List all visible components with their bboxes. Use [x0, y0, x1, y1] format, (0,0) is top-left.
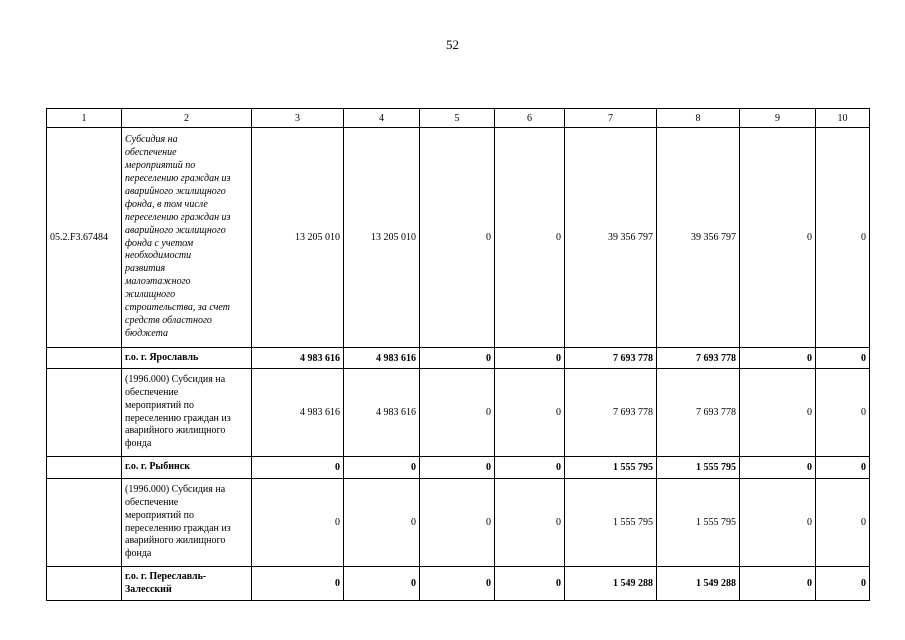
budget-code-cell	[47, 369, 122, 457]
column-header: 9	[740, 109, 816, 128]
table-row	[47, 348, 870, 369]
table-row	[47, 369, 870, 457]
table-row	[47, 567, 870, 601]
value-cell: 0	[420, 479, 495, 567]
value-cell: 0	[420, 567, 495, 601]
value-cell: 0	[816, 479, 870, 567]
value-cell: 0	[816, 457, 870, 479]
value-cell: 0	[252, 479, 344, 567]
value-cell: 0	[740, 457, 816, 479]
value-cell: 0	[495, 479, 565, 567]
column-header: 2	[122, 109, 252, 128]
value-cell: 0	[740, 567, 816, 601]
value-cell: 0	[420, 369, 495, 457]
value-cell: 39 356 797	[565, 128, 657, 348]
column-header: 6	[495, 109, 565, 128]
value-cell: 1 555 795	[657, 457, 740, 479]
value-cell: 0	[495, 369, 565, 457]
value-cell: 0	[252, 457, 344, 479]
budget-table	[46, 108, 870, 601]
value-cell: 4 983 616	[252, 369, 344, 457]
item-name-cell: г.о. г. Переславль-Залесский	[122, 567, 252, 601]
value-cell: 0	[495, 348, 565, 369]
value-cell: 13 205 010	[252, 128, 344, 348]
budget-code-cell	[47, 479, 122, 567]
table-row	[47, 457, 870, 479]
value-cell: 0	[816, 348, 870, 369]
item-name-cell: Субсидия на обеспечение мероприятий по переселению граждан из аварийного жилищного фонда, в том числе переселению граждан из аварийного жилищного фонда с учетом необходимости развития малоэтажного жилищного строительства, за счет средств областного бюджета	[122, 128, 252, 348]
value-cell: 0	[816, 369, 870, 457]
value-cell: 0	[740, 479, 816, 567]
value-cell: 0	[740, 128, 816, 348]
value-cell: 39 356 797	[657, 128, 740, 348]
value-cell: 4 983 616	[344, 369, 420, 457]
column-header: 1	[47, 109, 122, 128]
value-cell: 0	[495, 457, 565, 479]
column-header: 4	[344, 109, 420, 128]
value-cell: 7 693 778	[565, 369, 657, 457]
value-cell: 0	[344, 567, 420, 601]
value-cell: 1 555 795	[565, 457, 657, 479]
column-header: 7	[565, 109, 657, 128]
table-row	[47, 128, 870, 348]
value-cell: 0	[344, 457, 420, 479]
value-cell: 4 983 616	[252, 348, 344, 369]
value-cell: 0	[495, 567, 565, 601]
item-name-cell: (1996.000) Субсидия на обеспечение мероприятий по переселению граждан из аварийного жилищного фонда	[122, 369, 252, 457]
column-header: 5	[420, 109, 495, 128]
item-name-cell: г.о. г. Рыбинск	[122, 457, 252, 479]
value-cell: 0	[740, 348, 816, 369]
value-cell: 1 555 795	[565, 479, 657, 567]
value-cell: 13 205 010	[344, 128, 420, 348]
budget-code-cell	[47, 457, 122, 479]
value-cell: 1 555 795	[657, 479, 740, 567]
value-cell: 0	[252, 567, 344, 601]
value-cell: 1 549 288	[565, 567, 657, 601]
item-name-cell: г.о. г. Ярославль	[122, 348, 252, 369]
column-header: 8	[657, 109, 740, 128]
budget-code-cell: 05.2.F3.67484	[47, 128, 122, 348]
table-row	[47, 479, 870, 567]
value-cell: 1 549 288	[657, 567, 740, 601]
value-cell: 0	[420, 128, 495, 348]
value-cell: 4 983 616	[344, 348, 420, 369]
budget-code-cell	[47, 567, 122, 601]
column-number-row	[47, 109, 870, 128]
value-cell: 0	[344, 479, 420, 567]
value-cell: 0	[495, 128, 565, 348]
column-header: 10	[816, 109, 870, 128]
value-cell: 0	[816, 567, 870, 601]
value-cell: 0	[420, 457, 495, 479]
column-header: 3	[252, 109, 344, 128]
value-cell: 0	[420, 348, 495, 369]
budget-code-cell	[47, 348, 122, 369]
value-cell: 7 693 778	[565, 348, 657, 369]
value-cell: 7 693 778	[657, 348, 740, 369]
value-cell: 7 693 778	[657, 369, 740, 457]
page-number: 52	[446, 37, 459, 52]
value-cell: 0	[740, 369, 816, 457]
item-name-cell: (1996.000) Субсидия на обеспечение мероприятий по переселению граждан из аварийного жилищного фонда	[122, 479, 252, 567]
value-cell: 0	[816, 128, 870, 348]
